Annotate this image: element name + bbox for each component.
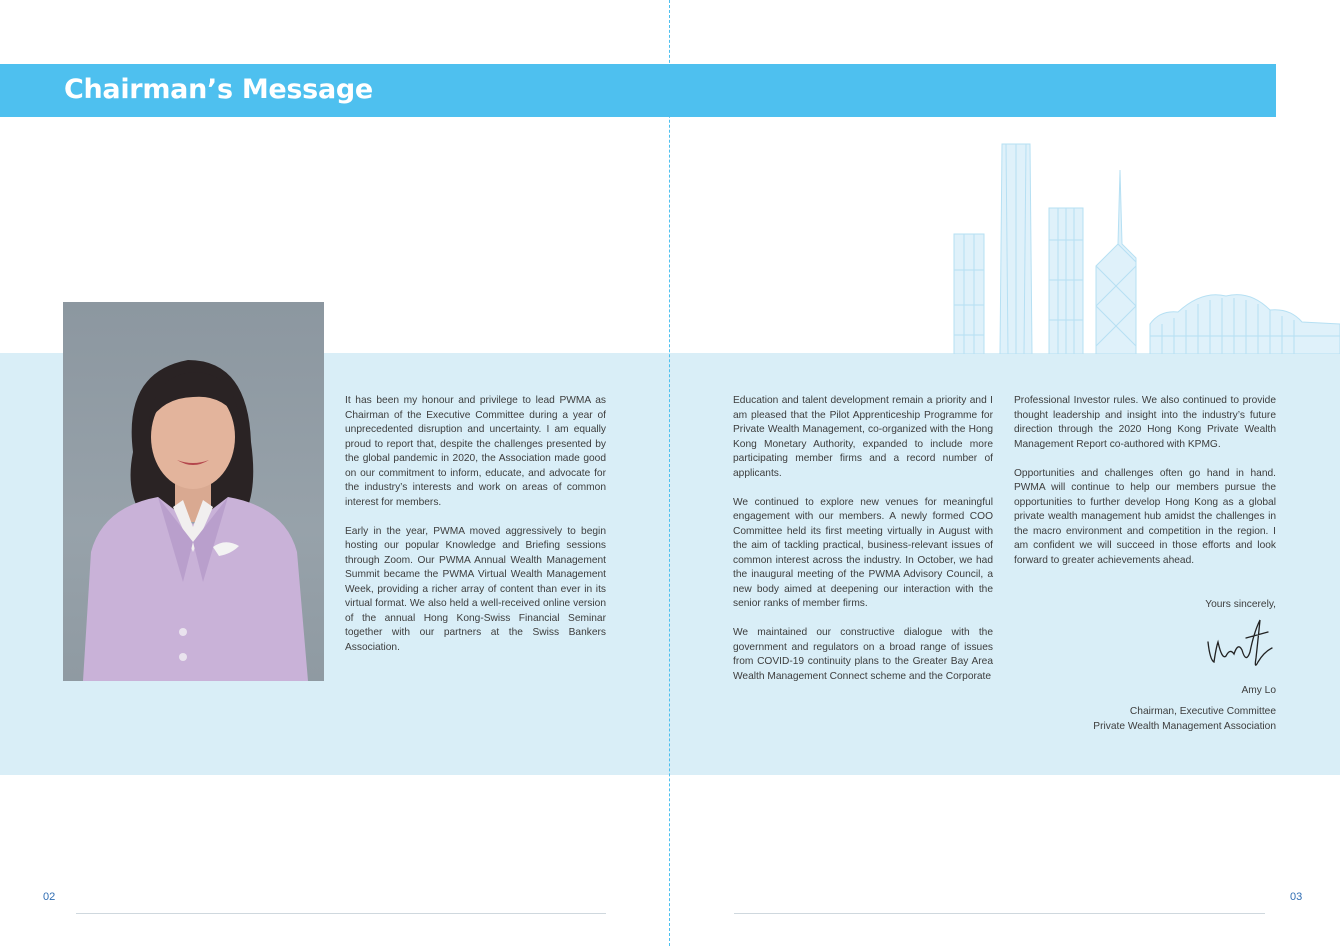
paragraph: It has been my honour and privilege to lead PWMA as Chairman of the Executive Committee during a year of unprecedented disruption and uncertainty. I am equally proud to report that, despite the challenges presented by the global pandemic in 2020, the Association made good on our commitment to inform, educate, and advocate for the industry’s interests and work on areas of common interest for members. xyxy=(345,395,606,508)
page-title: Chairman’s Message xyxy=(64,74,373,105)
chairman-portrait-photo xyxy=(63,302,324,681)
signatory-title xyxy=(976,705,1276,734)
paragraph: Education and talent development remain a priority and I am pleased that the Pilot Apprenticeship Programme for Private Wealth Management, co-organized with the Hong Kong Monetary Authority, expanded to include more participating member firms and a record number of applicants. xyxy=(733,395,993,479)
paragraph: We continued to explore new venues for meaningful engagement with our members. A newly formed COO Committee held its first meeting virtually in August with the aim of tackling practical, business-relevant issues of common interest across the industry. In October, we had the inaugural meeting of the PWMA Advisory Council, a new body aimed at deepening our interaction with the senior ranks of member firms. xyxy=(733,496,993,609)
footer-rule-left xyxy=(76,913,606,914)
paragraph: We maintained our constructive dialogue with the government and regulators on a broad range of issues from COVID-19 continuity plans to the Greater Bay Area Wealth Management Connect scheme and the Corporate xyxy=(733,627,993,682)
signatory-title-line: Chairman, Executive Committee xyxy=(1129,706,1276,717)
footer-rule-right xyxy=(734,913,1265,914)
signatory-name: Amy Lo xyxy=(1241,685,1276,696)
paragraph: Early in the year, PWMA moved aggressively to begin hosting our popular Knowledge and Briefing sessions through Zoom. Our PWMA Annual Wealth Management Summit became the PWMA Virtual Wealth Management Week, providing a richer array of content than ever in its virtual format. We also held a well-received online version of the annual Hong Kong-Swiss Financial Seminar together with our partners at the Swiss Bankers Association. xyxy=(345,525,606,653)
page-number-right: 03 xyxy=(1290,891,1303,903)
hong-kong-skyline-illustration xyxy=(950,140,1340,354)
handwritten-signature xyxy=(1200,612,1280,674)
paragraph: Opportunities and challenges often go hand in hand. PWMA will continue to help our members pursue the opportunities to further develop Hong Kong as a global private wealth management hub amidst the challenges in the macro environment and competition in the region. I am confident we will succeed in those efforts and look forward to greater achievements ahead. xyxy=(1014,467,1276,566)
signatory-title-line: Private Wealth Management Association xyxy=(1093,720,1276,732)
paragraph: Professional Investor rules. We also continued to provide thought leadership and insight into the industry’s future direction through the 2020 Hong Kong Private Wealth Management Report co-authored with KPMG. xyxy=(1014,395,1276,450)
page-number-left: 02 xyxy=(43,891,56,903)
text-column-right xyxy=(1014,394,1276,583)
text-column-left xyxy=(345,394,606,670)
closing-text: Yours sincerely, xyxy=(1205,599,1276,610)
page-spine-divider xyxy=(669,0,670,946)
text-column-middle xyxy=(733,394,993,699)
title-bar xyxy=(0,64,1276,117)
